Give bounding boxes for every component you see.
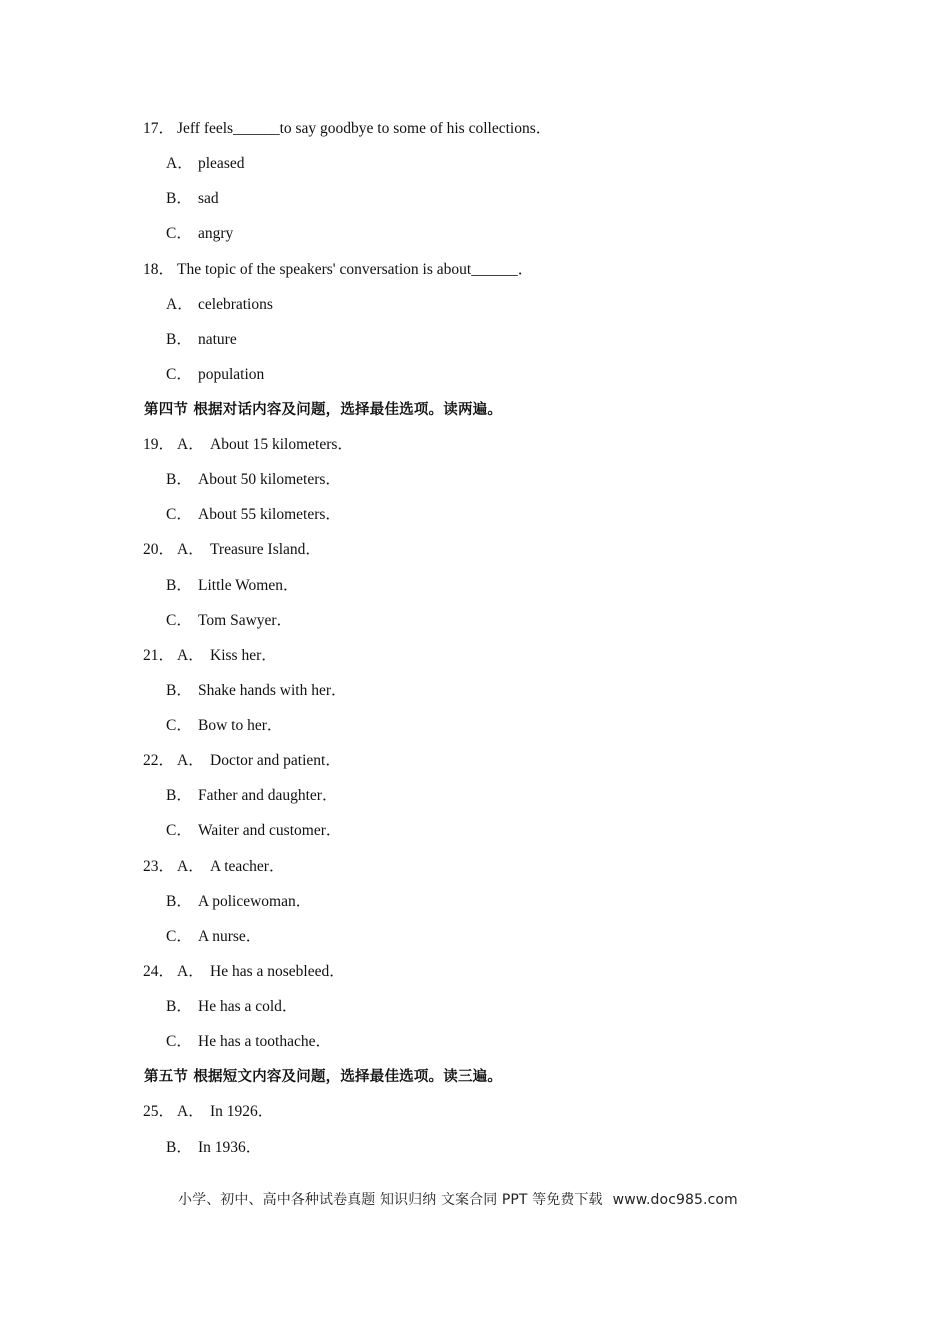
option-line — [166, 716, 282, 736]
option-text: celebrations — [198, 295, 273, 313]
option-letter: B． — [166, 330, 192, 348]
option-text: About 15 kilometers． — [210, 436, 353, 454]
option-letter: A． — [177, 541, 204, 559]
question-number: 21． — [143, 646, 175, 664]
question-line — [143, 751, 341, 771]
option-text: He has a cold． — [198, 998, 298, 1015]
option-text: Little Women． — [198, 576, 299, 594]
option-text: Doctor and patient． — [210, 752, 341, 770]
option-line — [166, 1032, 331, 1052]
question-number: 17． — [143, 120, 175, 137]
option-letter: B． — [166, 190, 192, 208]
option-text: Waiter and customer． — [198, 822, 342, 840]
option-letter: B． — [166, 892, 192, 910]
option-line — [166, 189, 219, 209]
question-line — [143, 962, 345, 982]
option-letter: C． — [166, 822, 192, 840]
option-line — [166, 154, 244, 174]
option-letter: B． — [166, 998, 192, 1015]
option-line — [166, 576, 299, 596]
option-text: Kiss her． — [210, 646, 277, 664]
option-letter: C． — [166, 1033, 192, 1051]
option-line — [166, 821, 341, 841]
option-letter: A． — [166, 295, 193, 313]
question-number: 25． — [143, 1103, 175, 1121]
option-line — [166, 505, 341, 525]
option-letter: C． — [166, 225, 192, 243]
question-number: 20． — [143, 541, 175, 559]
option-text: Tom Sawyer． — [198, 611, 293, 629]
question-line — [143, 857, 284, 877]
question-line — [143, 435, 353, 455]
option-letter: A． — [177, 752, 204, 770]
question-number: 24． — [143, 962, 175, 980]
option-letter: B． — [166, 681, 192, 699]
option-letter: A． — [177, 436, 204, 454]
question-number: 18． — [143, 260, 175, 278]
question-number: 22． — [143, 752, 175, 770]
option-line — [166, 470, 341, 490]
option-text: Father and daughter． — [198, 787, 338, 805]
option-letter: A． — [177, 962, 204, 980]
option-text: About 55 kilometers． — [198, 506, 341, 524]
question-line — [143, 646, 277, 666]
option-text: He has a toothache． — [198, 1033, 331, 1051]
option-text: pleased — [198, 155, 245, 173]
option-line — [166, 611, 292, 631]
page-footer — [178, 1190, 738, 1210]
option-text: population — [198, 365, 265, 383]
option-letter: C． — [166, 365, 192, 383]
option-text: angry — [198, 225, 234, 243]
option-text: In 1926． — [210, 1103, 274, 1121]
option-text: He has a nosebleed． — [210, 962, 345, 980]
section-heading: 第四节 根据对话内容及问题，选择最佳选项。读两遍。 — [144, 402, 503, 418]
question-text: The topic of the speakers' conversation is about______． — [177, 260, 534, 278]
option-text: In 1936． — [198, 1138, 262, 1156]
option-line — [166, 295, 273, 315]
option-text: Shake hands with her． — [198, 681, 347, 699]
option-line — [166, 681, 347, 701]
footer-url: www.doc985.com — [612, 1192, 738, 1208]
option-text: A policewoman． — [198, 892, 312, 910]
option-letter: B． — [166, 787, 192, 805]
footer-text: 小学、初中、高中各种试卷真题 知识归纳 文案合同 PPT 等免费下载 — [178, 1192, 603, 1208]
option-text: A teacher． — [210, 857, 285, 875]
option-letter: C． — [166, 611, 192, 629]
option-text: About 50 kilometers． — [198, 471, 341, 489]
option-letter: C． — [166, 506, 192, 524]
option-letter: A． — [177, 1103, 204, 1121]
option-letter: C． — [166, 717, 192, 734]
option-line — [166, 1138, 261, 1158]
option-letter: A． — [166, 155, 193, 173]
option-line — [166, 224, 233, 244]
option-line — [166, 330, 237, 350]
option-letter: B． — [166, 1138, 192, 1156]
option-letter: A． — [177, 646, 204, 664]
question-line — [143, 260, 533, 280]
option-letter: B． — [166, 576, 192, 594]
option-text: Bow to her． — [198, 717, 283, 734]
option-line — [166, 365, 264, 385]
question-text: Jeff feels______to say goodbye to some of his collections． — [177, 120, 552, 137]
option-line — [166, 927, 261, 947]
question-line — [143, 540, 321, 560]
option-line — [166, 997, 297, 1017]
question-number: 19． — [143, 436, 175, 454]
section-heading: 第五节 根据短文内容及问题，选择最佳选项。读三遍。 — [144, 1069, 503, 1086]
option-text: Treasure Island． — [210, 541, 321, 559]
option-text: sad — [198, 190, 219, 208]
option-letter: A． — [177, 857, 204, 875]
question-number: 23． — [143, 857, 175, 875]
question-line — [143, 1102, 273, 1122]
option-line — [166, 892, 311, 912]
option-letter: C． — [166, 927, 192, 945]
option-letter: B． — [166, 471, 192, 489]
option-text: nature — [198, 330, 237, 348]
option-line — [166, 786, 337, 806]
option-text: A nurse． — [198, 927, 262, 945]
question-line — [143, 119, 551, 139]
